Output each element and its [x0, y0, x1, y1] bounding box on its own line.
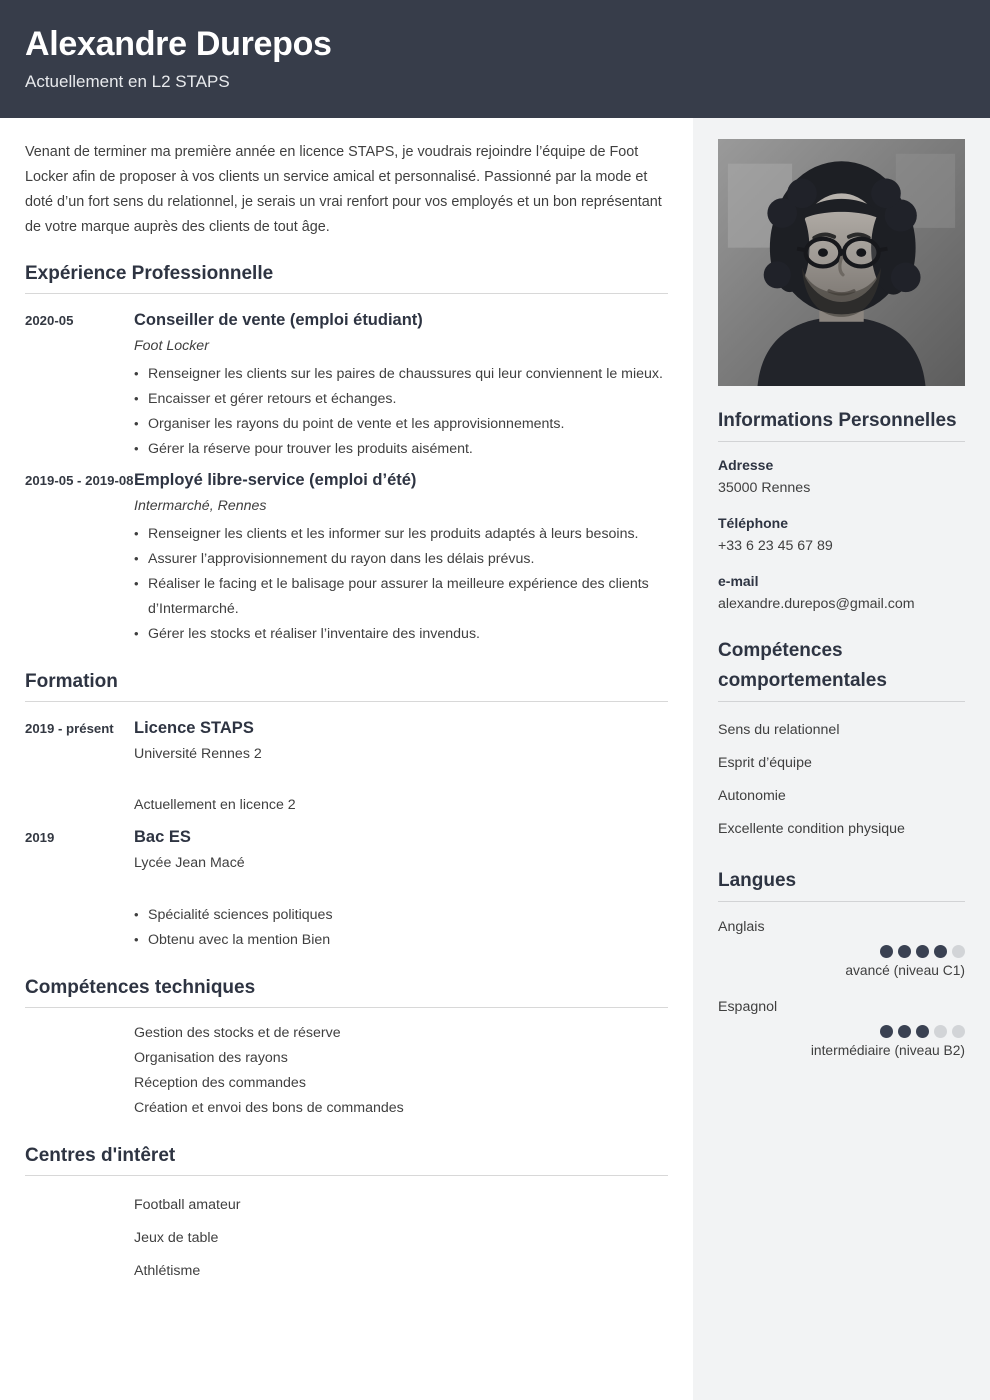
entry-spacer	[134, 768, 668, 792]
portrait-photo-icon	[718, 139, 965, 386]
rating-dot-filled	[880, 945, 893, 958]
entry-body	[134, 467, 668, 647]
rating-dot-filled	[898, 945, 911, 958]
bullet-item: • Encaisser et gérer retours et échanges.	[134, 387, 668, 412]
technical-skills-list	[25, 1021, 668, 1121]
entry-body	[134, 715, 668, 819]
rating-dot-filled	[898, 1025, 911, 1038]
list-item: Athlétisme	[134, 1263, 201, 1279]
experience-entry	[25, 307, 668, 462]
entry-date: 2019-05 - 2019-08	[25, 473, 134, 488]
entry-company: Foot Locker	[134, 338, 209, 354]
bullet-item: • Renseigner les clients sur les paires de chaussures qui leur conviennent le mieux.	[134, 362, 668, 387]
language-rating-dots	[718, 1025, 965, 1038]
list-item: Autonomie	[718, 788, 786, 804]
bullet-item: • Obtenu avec la mention Bien	[134, 928, 668, 953]
entry-role: Employé libre-service (emploi d’été)	[134, 471, 417, 489]
rating-dot-filled	[880, 1025, 893, 1038]
rating-dot-filled	[916, 1025, 929, 1038]
sidebar-section-languages	[718, 866, 965, 1062]
sidebar-section-soft-skills	[718, 636, 965, 846]
entry-bullets	[134, 522, 668, 647]
language-level: intermédiaire (niveau B2)	[810, 1043, 965, 1058]
education-entry	[25, 824, 668, 953]
info-label-address: Adresse	[718, 457, 774, 473]
rating-dot-empty	[952, 945, 965, 958]
info-value-email: alexandre.durepos@gmail.com	[718, 596, 915, 612]
rating-dot-empty	[934, 1025, 947, 1038]
section-title-experience: Expérience Professionnelle	[25, 261, 668, 294]
entry-body	[134, 307, 668, 462]
list-item: Esprit d’équipe	[718, 755, 812, 771]
info-label-email: e-mail	[718, 573, 759, 589]
rating-dot-filled	[934, 945, 947, 958]
list-item: Création et envoi des bons de commandes	[134, 1100, 404, 1116]
bullet-item: • Organiser les rayons du point de vente et les approvisionnements.	[134, 412, 668, 437]
entry-bullets	[134, 362, 668, 462]
sidebar-title-languages: Langues	[718, 866, 965, 902]
bullet-item: • Spécialité sciences politiques	[134, 903, 668, 928]
entry-degree: Bac ES	[134, 828, 191, 846]
soft-skills-list	[718, 714, 965, 846]
bullet-item: • Réaliser le facing et le balisage pour assurer la meilleure expérience des clients d’Intermarché.	[134, 572, 668, 622]
list-item: Gestion des stocks et de réserve	[134, 1025, 341, 1041]
main-column	[0, 118, 693, 1400]
section-title-education: Formation	[25, 669, 668, 702]
entry-spacer	[134, 877, 668, 901]
section-experience	[25, 261, 668, 647]
header-tagline: Actuellement en L2 STAPS	[25, 72, 230, 91]
entry-note: Actuellement en licence 2	[134, 797, 296, 813]
language-level: avancé (niveau C1)	[845, 963, 965, 978]
bullet-item: • Gérer la réserve pour trouver les produits aisément.	[134, 437, 668, 462]
avatar	[718, 139, 965, 386]
sidebar-title-soft-skills: Compétences comportementales	[718, 636, 965, 702]
language-item	[718, 914, 965, 982]
rating-dot-filled	[916, 945, 929, 958]
sidebar-title-personal-info: Informations Personnelles	[718, 406, 965, 442]
bullet-item: • Assurer l’approvisionnement du rayon dans les délais prévus.	[134, 547, 668, 572]
section-title-technical-skills: Compétences techniques	[25, 975, 668, 1008]
list-item: Excellente condition physique	[718, 821, 905, 837]
entry-school: Université Rennes 2	[134, 746, 262, 762]
language-item	[718, 994, 965, 1062]
profile-summary: Venant de terminer ma première année en licence STAPS, je voudrais rejoindre l’équipe de Foot Locker afin de proposer à vos clients un service amical et personnalisé. Passionné par la mode et doté d’un fort sens du relationnel, je serais un vrai renfort pour vos employés et un bon représentant de votre marque auprès des clients de tout âge.	[25, 144, 662, 235]
rating-dot-empty	[952, 1025, 965, 1038]
cv-header	[0, 0, 990, 118]
list-item: Jeux de table	[134, 1230, 219, 1246]
page-title: Alexandre Durepos	[25, 25, 332, 63]
bullet-item: • Renseigner les clients et les informer sur les produits adaptés à leurs besoins.	[134, 522, 668, 547]
entry-degree: Licence STAPS	[134, 719, 254, 737]
section-technical-skills	[25, 975, 668, 1121]
bullet-item: • Gérer les stocks et réaliser l’inventaire des invendus.	[134, 622, 668, 647]
language-rating-dots	[718, 945, 965, 958]
language-name: Anglais	[718, 919, 765, 935]
entry-date: 2019 - présent	[25, 721, 114, 736]
entry-bullets	[134, 903, 668, 953]
section-title-interests: Centres d'intêret	[25, 1143, 668, 1176]
education-entry	[25, 715, 668, 819]
list-item: Football amateur	[134, 1197, 241, 1213]
list-item: Sens du relationnel	[718, 722, 840, 738]
section-interests	[25, 1143, 668, 1288]
language-name: Espagnol	[718, 999, 778, 1015]
interests-list	[25, 1189, 668, 1288]
info-value-phone: +33 6 23 45 67 89	[718, 538, 833, 554]
sidebar-section-personal-info	[718, 406, 965, 616]
experience-entry	[25, 467, 668, 647]
info-value-address: 35000 Rennes	[718, 480, 811, 496]
entry-school: Lycée Jean Macé	[134, 855, 245, 871]
entry-company: Intermarché, Rennes	[134, 498, 267, 514]
info-label-phone: Téléphone	[718, 515, 789, 531]
entry-date: 2020-05	[25, 313, 74, 328]
entry-role: Conseiller de vente (emploi étudiant)	[134, 311, 423, 329]
list-item: Réception des commandes	[134, 1075, 306, 1091]
section-education	[25, 669, 668, 953]
entry-date: 2019	[25, 830, 55, 845]
sidebar	[693, 118, 990, 1400]
cv-body	[0, 118, 990, 1400]
entry-body	[134, 824, 668, 953]
list-item: Organisation des rayons	[134, 1050, 288, 1066]
